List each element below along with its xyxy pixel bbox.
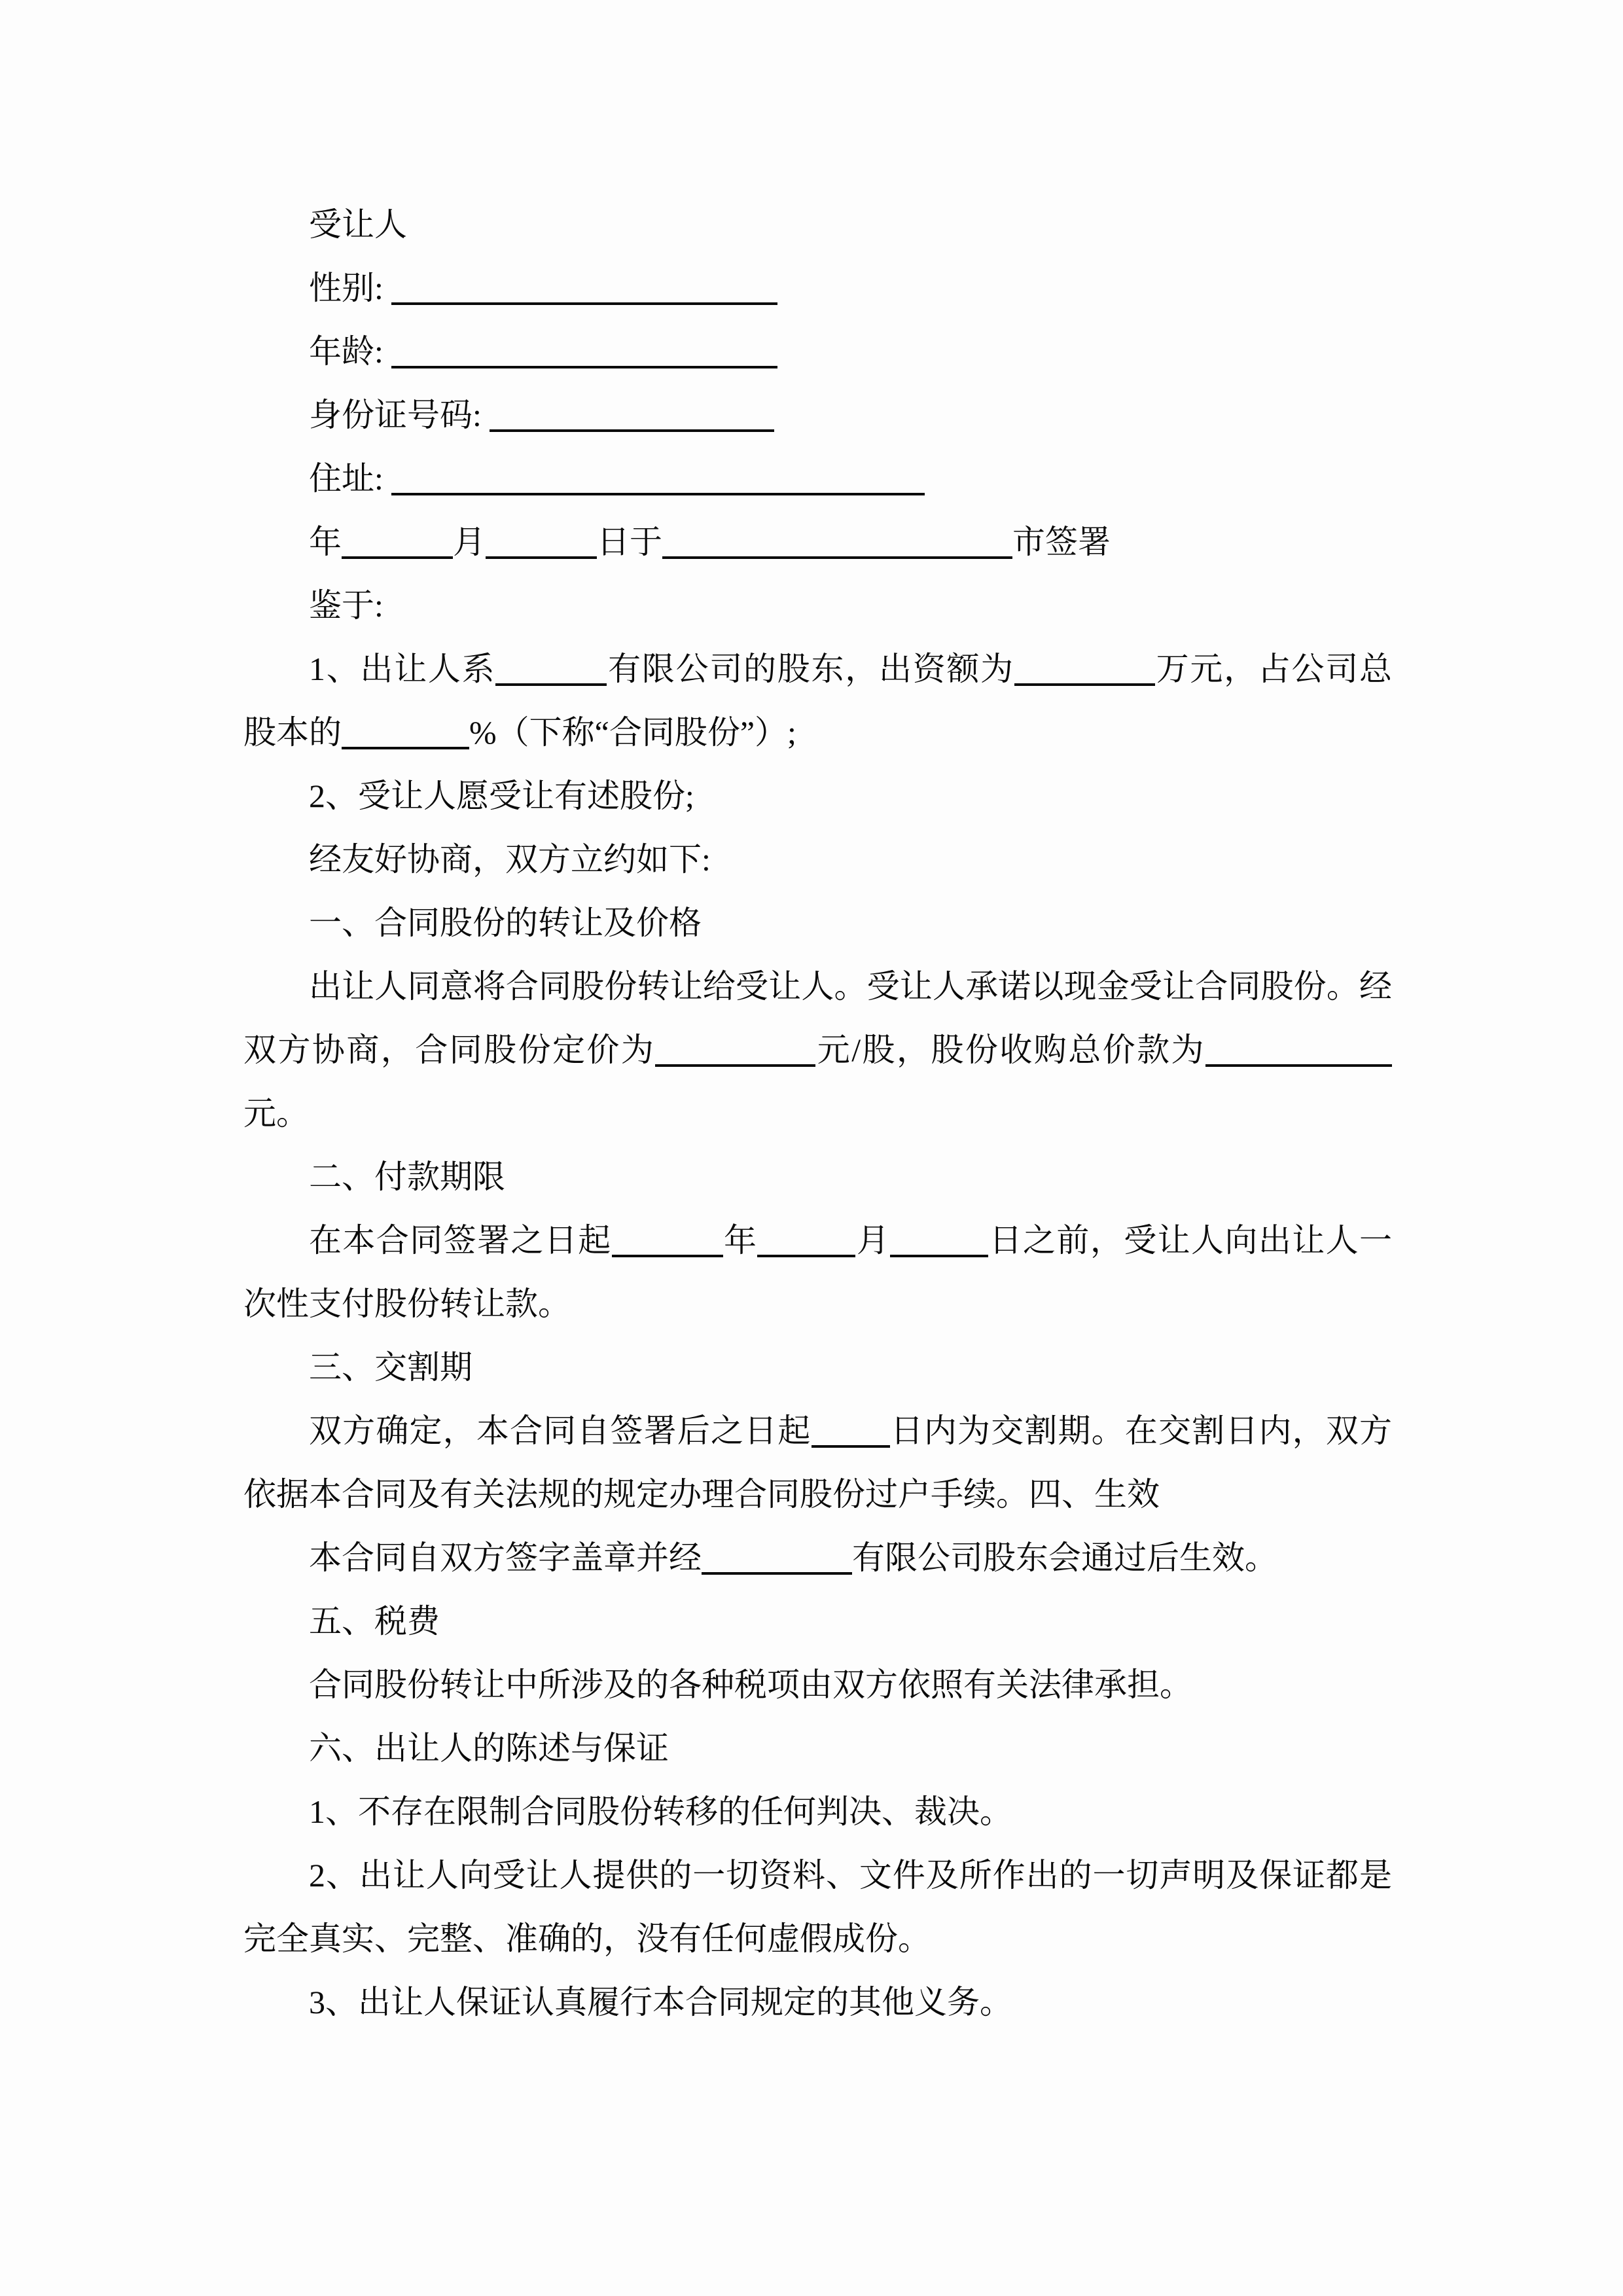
whereas-item-2: [243, 764, 1392, 828]
text-run: 年龄:: [309, 333, 392, 370]
blank-underline: [812, 1412, 890, 1448]
text-run: 三、交割期: [309, 1349, 473, 1386]
clause-3-heading: [243, 1336, 1392, 1399]
text-run: 市签署: [1012, 524, 1111, 560]
text-run: 在本合同签署之日起: [309, 1222, 612, 1259]
text-run: 日于: [597, 524, 662, 560]
blank-underline: [391, 333, 777, 368]
text-run: 双方确定，本合同自签署后之日起: [309, 1412, 812, 1449]
clause-6-item-1: [243, 1780, 1392, 1844]
age-line: [243, 320, 1392, 384]
text-run: 1、出让人系: [309, 651, 496, 687]
blank-underline: [702, 1539, 852, 1575]
text-run: 六、出让人的陈述与保证: [309, 1730, 669, 1767]
text-run: %（下称“合同股份”）;: [469, 714, 796, 751]
text-run: 日之前，受让人向出让人一次性支付股份转让款。: [243, 1222, 1393, 1322]
text-run: 1、不存在限制合同股份转移的任何判决、裁决。: [309, 1793, 1012, 1830]
blank-underline: [342, 524, 453, 559]
text-run: 月: [855, 1222, 891, 1259]
blank-underline: [1014, 651, 1155, 686]
document-body: [243, 193, 1392, 2034]
text-run: 3、出让人保证认真履行本合同规定的其他义务。: [309, 1984, 1012, 2020]
text-run: 元。: [243, 1095, 309, 1132]
text-run: 有限公司的股东，出资额为: [607, 651, 1014, 687]
text-run: 鉴于:: [309, 587, 383, 624]
clause-4-body: [243, 1526, 1392, 1590]
whereas-item-1: [243, 637, 1392, 764]
text-run: 元/股，股份收购总价款为: [815, 1031, 1205, 1068]
text-run: 万元，占公司总股本的: [243, 651, 1393, 751]
text-run: 2、受让人愿受让有述股份;: [309, 778, 694, 814]
clause-2-heading: [243, 1145, 1392, 1209]
blank-underline: [1205, 1031, 1392, 1067]
blank-underline: [655, 1031, 815, 1067]
clause-5-heading: [243, 1590, 1392, 1653]
blank-underline: [662, 524, 1012, 559]
blank-underline: [486, 524, 597, 559]
clause-2-body: [243, 1209, 1392, 1336]
text-run: 受让人: [309, 206, 407, 243]
text-run: 2、出让人向受让人提供的一切资料、文件及所作出的一切声明及保证都是完全真实、完整、准确的，没有任何虚假成份。: [243, 1857, 1392, 1957]
blank-underline: [890, 1222, 988, 1257]
agreement-intro: [243, 828, 1392, 891]
text-run: 月: [453, 524, 486, 560]
clause-5-body: [243, 1653, 1392, 1717]
blank-underline: [612, 1222, 723, 1257]
blank-underline: [391, 460, 925, 495]
clause-6-heading: [243, 1717, 1392, 1780]
text-run: 性别:: [309, 270, 392, 306]
blank-underline: [490, 397, 774, 432]
transferee-heading: [243, 193, 1392, 257]
clause-1-heading: [243, 891, 1392, 955]
text-run: 年: [722, 1222, 758, 1259]
blank-underline: [391, 270, 777, 305]
text-run: 二、付款期限: [309, 1158, 505, 1195]
text-run: 合同股份转让中所涉及的各种税项由双方依照有关法律承担。: [309, 1666, 1192, 1703]
clause-6-item-2: [243, 1844, 1392, 1971]
text-run: 身份证号码:: [309, 397, 490, 433]
address-line: [243, 447, 1392, 511]
id-number-line: [243, 384, 1392, 447]
text-run: 一、合同股份的转让及价格: [309, 905, 702, 941]
text-run: 经友好协商，双方立约如下:: [309, 841, 711, 878]
text-run: 本合同自双方签字盖章并经: [309, 1539, 702, 1576]
text-run: 住址:: [309, 460, 392, 497]
text-run: 五、税费: [309, 1603, 440, 1640]
text-run: 日内为交割期。在交割日内，双方依据本合同及有关法规的规定办理合同股份过户手续。四、生效: [243, 1412, 1392, 1513]
blank-underline: [342, 714, 469, 749]
blank-underline: [757, 1222, 855, 1257]
gender-line: [243, 257, 1392, 320]
text-run: 年: [309, 524, 342, 560]
blank-underline: [495, 651, 607, 686]
text-run: 有限公司股东会通过后生效。: [852, 1539, 1277, 1576]
clause-6-item-3: [243, 1971, 1392, 2034]
text-run: 出让人同意将合同股份转让给受让人。受让人承诺以现金受让合同股份。经双方协商，合同股份定价为: [243, 968, 1392, 1068]
whereas-heading: [243, 574, 1392, 637]
clause-1-body: [243, 955, 1392, 1145]
clause-3-body: [243, 1399, 1392, 1526]
sign-date-line: [243, 511, 1392, 574]
